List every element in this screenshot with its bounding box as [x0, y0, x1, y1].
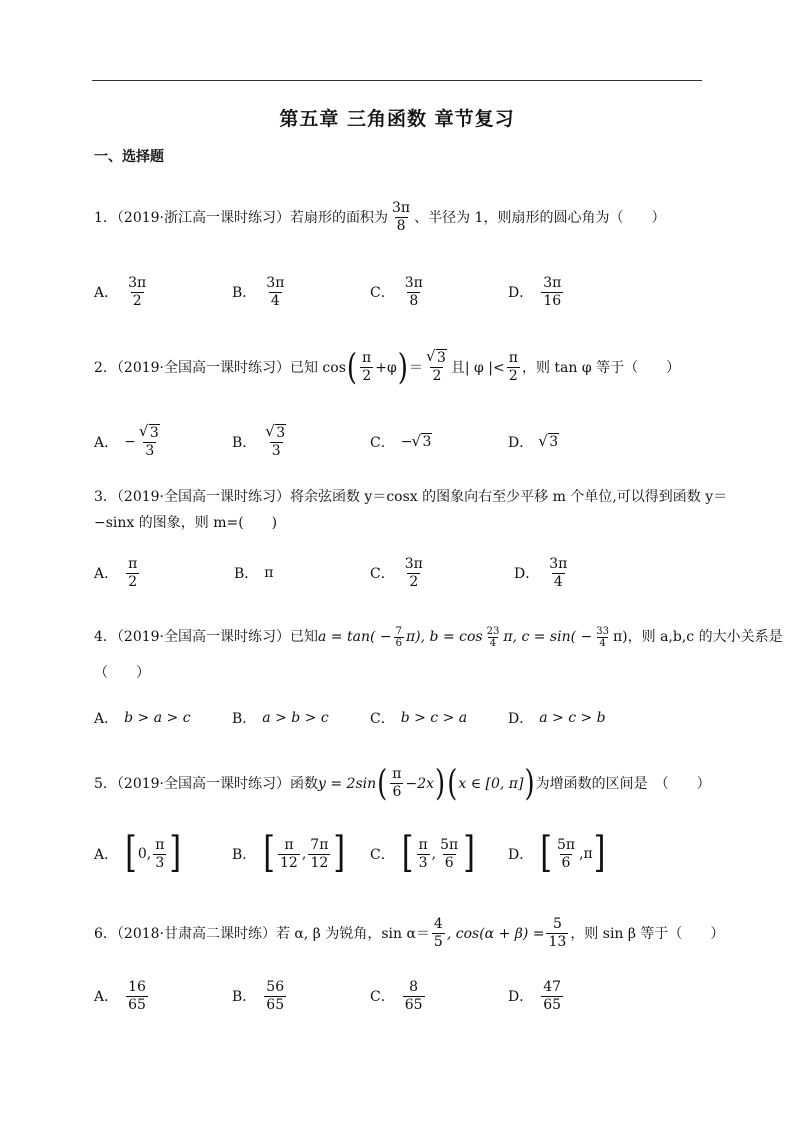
q1-option-a[interactable]: A． $\frac{3\pi}{2}$ [94, 274, 147, 309]
question-3-line-1: 3．（2019·全国高一课时练习）将余弦函数 y＝cosx 的图象向右至少平移 m 个单位,可以得到函数 y＝ [94, 489, 728, 505]
question-1 [94, 200, 665, 235]
q5-option-c[interactable]: C． [ $\frac{\pi}{3}$ , $\frac{5\pi}{6}$ ] [370, 828, 475, 878]
q1-option-d[interactable]: D． $\frac{3\pi}{16}$ [508, 274, 562, 309]
q1-suffix: 、半径为 1，则扇形的圆心角为（ ） [414, 209, 666, 226]
question-2: 2．（2019·全国高一课时练习）已知 cos ( $\frac{\pi}{2}$ +φ ) ＝ √ $\frac{3}{2}$ 且| φ |< $\frac{\pi}{2}$ ，则 tan φ 等于（ ） [94, 350, 680, 385]
q2-option-b[interactable]: B． √ $\frac{3}{3}$ [232, 422, 290, 462]
q3-options [94, 553, 694, 593]
q6-option-a[interactable]: A． $\frac{16}{65}$ [94, 978, 146, 1013]
q4-option-c[interactable]: C． b > c > a [370, 710, 468, 727]
q1-options [94, 272, 694, 312]
q1-option-c[interactable]: C． $\frac{3\pi}{8}$ [370, 274, 423, 309]
q5-option-a[interactable]: A． [ 0, $\frac{\pi}{3}$ ] [94, 828, 182, 878]
q2-value-fraction: √ $\frac{3}{2}$ [425, 350, 449, 385]
question-5: 5．（2019·全国高一课时练习）函数 y = 2sin ( $\frac{\pi}{6}$ −2x ) ( x ∈ [0, π] ) 为增函数的区间是 （ ） [94, 763, 711, 804]
q4-option-b[interactable]: B． a > b > c [232, 710, 329, 727]
question-4-line-2: （ ） [94, 665, 150, 681]
q3-option-d[interactable]: D． $\frac{3\pi}{4}$ [514, 555, 568, 590]
q2-options [94, 422, 694, 462]
q1-area-fraction: $\frac{3\pi}{8}$ [392, 200, 411, 234]
q2-option-d[interactable]: D． √ 3 [508, 422, 559, 462]
question-6: 6．（2018·甘肃高二课时练）若 α, β 为锐角，sin α＝ $\frac{4}{5}$ , cos(α + β) = $\frac{5}{13}$ ，则 sin β 等于（ ） [94, 916, 725, 950]
q4-option-d[interactable]: D． a > c > b [508, 710, 606, 727]
q5-option-d[interactable]: D． [ $\frac{5\pi}{6}$ ,π ] [508, 828, 606, 878]
q5-option-b[interactable]: B． [ $\frac{\pi}{12}$ , $\frac{7\pi}{12}$ ] [232, 828, 346, 878]
section-heading: 一、选择题 [94, 149, 164, 165]
q6-option-c[interactable]: C． $\frac{8}{65}$ [370, 978, 423, 1013]
q6-option-b[interactable]: B． $\frac{56}{65}$ [232, 978, 285, 1013]
header-rule [92, 80, 702, 81]
q1-option-b[interactable]: B． $\frac{3\pi}{4}$ [232, 274, 285, 309]
q3-option-c[interactable]: C． $\frac{3\pi}{2}$ [370, 555, 423, 590]
q6-options [94, 976, 694, 1016]
q2-option-a[interactable]: A． − √ $\frac{3}{3}$ [94, 422, 164, 462]
q4-options [94, 698, 694, 738]
q5-options [94, 828, 694, 878]
question-4-line-1: 4．（2019·全国高一课时练习）已知 a = tan( − $\frac{7}{6}$ π), b = cos $\frac{23}{4}$ π, c = sin( − $\frac{33}{4}$ π)，则 a,b,c 的大小关系是 [94, 625, 783, 649]
q3-option-a[interactable]: A． $\frac{\pi}{2}$ [94, 555, 138, 590]
page-title: 第五章 三角函数 章节复习 [279, 108, 515, 130]
q1-prefix: 1．（2019·浙江高一课时练习）若扇形的面积为 [94, 209, 388, 226]
q2-prefix: 2．（2019·全国高一课时练习）已知 cos [94, 359, 346, 376]
q3-option-b[interactable]: B． π [234, 565, 274, 582]
question-3-line-2: −sinx 的图象，则 m=( ) [94, 515, 278, 531]
q4-option-a[interactable]: A． b > a > c [94, 710, 191, 727]
q6-option-d[interactable]: D． $\frac{47}{65}$ [508, 978, 562, 1013]
q2-option-c[interactable]: C． − √ 3 [370, 422, 432, 462]
